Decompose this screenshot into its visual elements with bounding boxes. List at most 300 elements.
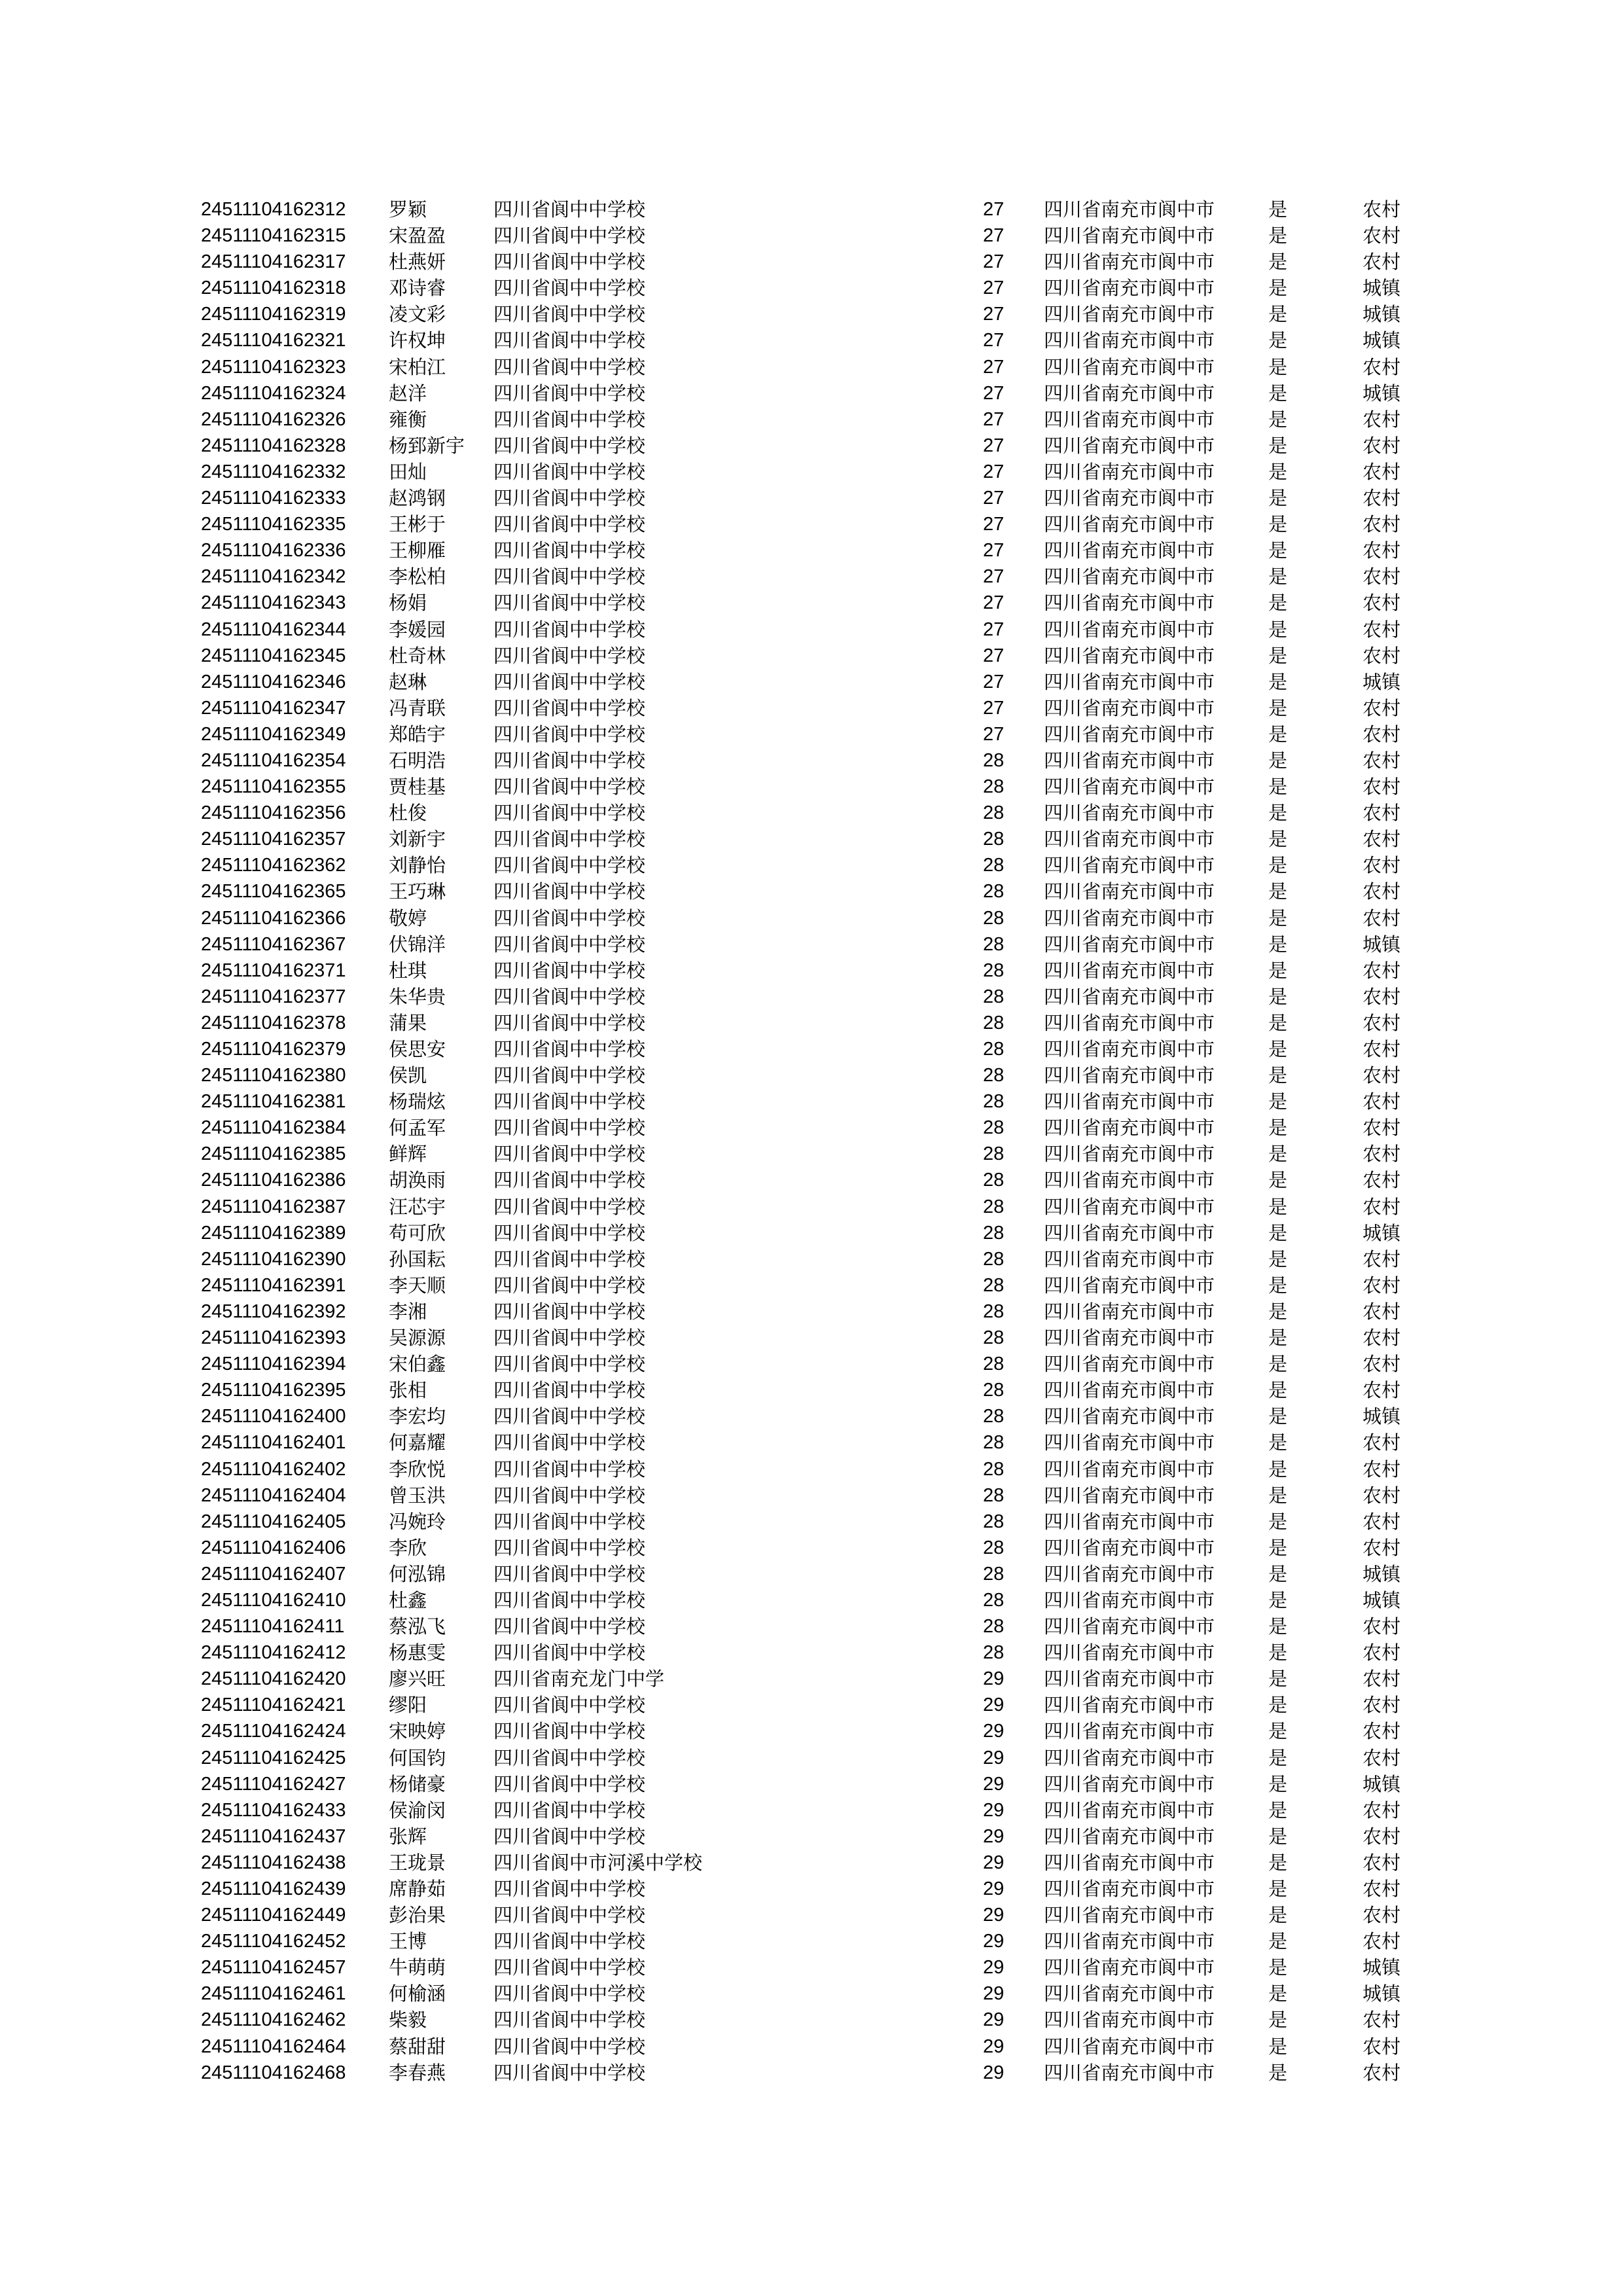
cell-school: 四川省阆中中学校 bbox=[493, 460, 646, 483]
cell-school: 四川省阆中中学校 bbox=[493, 618, 646, 641]
cell-exam-id: 24511104162357 bbox=[201, 829, 346, 850]
cell-area-type: 农村 bbox=[1363, 1353, 1401, 1376]
cell-score: 28 bbox=[983, 1091, 1005, 1113]
table-row bbox=[0, 1299, 1623, 1325]
cell-exam-id: 24511104162405 bbox=[201, 1511, 346, 1532]
cell-school: 四川省阆中中学校 bbox=[493, 802, 646, 825]
cell-area-type: 农村 bbox=[1363, 644, 1401, 667]
cell-exam-id: 24511104162354 bbox=[201, 749, 346, 771]
cell-region: 四川省南充市阆中市 bbox=[1044, 802, 1215, 825]
cell-flag: 是 bbox=[1268, 1851, 1288, 1874]
cell-score: 27 bbox=[983, 619, 1005, 640]
cell-flag: 是 bbox=[1268, 1090, 1288, 1113]
cell-area-type: 农村 bbox=[1363, 1195, 1401, 1218]
table-row bbox=[0, 1246, 1623, 1272]
cell-area-type: 农村 bbox=[1363, 1641, 1401, 1664]
cell-flag: 是 bbox=[1268, 303, 1288, 326]
cell-flag: 是 bbox=[1268, 1904, 1288, 1927]
cell-student-name: 冯婉玲 bbox=[389, 1510, 446, 1533]
cell-exam-id: 24511104162407 bbox=[201, 1563, 346, 1585]
cell-flag: 是 bbox=[1268, 1615, 1288, 1638]
cell-flag: 是 bbox=[1268, 749, 1288, 772]
cell-score: 28 bbox=[983, 1143, 1005, 1165]
cell-area-type: 农村 bbox=[1363, 723, 1401, 745]
cell-exam-id: 24511104162439 bbox=[201, 1878, 346, 1899]
table-row bbox=[0, 459, 1623, 485]
cell-flag: 是 bbox=[1268, 1536, 1288, 1559]
cell-flag: 是 bbox=[1268, 828, 1288, 851]
cell-exam-id: 24511104162437 bbox=[201, 1825, 346, 1847]
cell-area-type: 农村 bbox=[1363, 434, 1401, 457]
cell-exam-id: 24511104162391 bbox=[201, 1274, 346, 1296]
cell-exam-id: 24511104162335 bbox=[201, 514, 346, 535]
cell-school: 四川省阆中中学校 bbox=[493, 251, 646, 274]
cell-exam-id: 24511104162380 bbox=[201, 1065, 346, 1086]
cell-exam-id: 24511104162344 bbox=[201, 619, 346, 640]
cell-student-name: 冯青联 bbox=[389, 696, 446, 719]
cell-region: 四川省南充市阆中市 bbox=[1044, 1274, 1215, 1297]
cell-exam-id: 24511104162392 bbox=[201, 1300, 346, 1322]
cell-exam-id: 24511104162421 bbox=[201, 1695, 346, 1716]
cell-score: 28 bbox=[983, 933, 1005, 955]
cell-area-type: 农村 bbox=[1363, 1904, 1401, 1927]
cell-exam-id: 24511104162319 bbox=[201, 304, 346, 325]
cell-score: 27 bbox=[983, 697, 1005, 719]
cell-flag: 是 bbox=[1268, 2009, 1288, 2032]
cell-school: 四川省阆中中学校 bbox=[493, 408, 646, 431]
cell-school: 四川省阆中中学校 bbox=[493, 670, 646, 693]
cell-score: 29 bbox=[983, 1957, 1005, 1979]
cell-area-type: 农村 bbox=[1363, 696, 1401, 719]
cell-score: 27 bbox=[983, 278, 1005, 299]
cell-school: 四川省阆中中学校 bbox=[493, 1090, 646, 1113]
cell-student-name: 敬婷 bbox=[389, 906, 427, 929]
cell-score: 27 bbox=[983, 514, 1005, 535]
cell-flag: 是 bbox=[1268, 1327, 1288, 1350]
cell-exam-id: 24511104162468 bbox=[201, 2062, 346, 2083]
cell-area-type: 农村 bbox=[1363, 460, 1401, 483]
cell-student-name: 张辉 bbox=[389, 1825, 427, 1848]
cell-exam-id: 24511104162355 bbox=[201, 776, 346, 798]
cell-region: 四川省南充市阆中市 bbox=[1044, 2009, 1215, 2032]
cell-score: 28 bbox=[983, 1222, 1005, 1244]
cell-score: 27 bbox=[983, 356, 1005, 378]
cell-region: 四川省南充市阆中市 bbox=[1044, 1799, 1215, 1821]
cell-score: 29 bbox=[983, 1852, 1005, 1873]
cell-exam-id: 24511104162394 bbox=[201, 1354, 346, 1375]
table-row bbox=[0, 695, 1623, 721]
cell-flag: 是 bbox=[1268, 1353, 1288, 1376]
cell-exam-id: 24511104162333 bbox=[201, 488, 346, 509]
cell-exam-id: 24511104162457 bbox=[201, 1957, 346, 1979]
cell-student-name: 杨郅新宇 bbox=[389, 434, 465, 457]
cell-region: 四川省南充市阆中市 bbox=[1044, 513, 1215, 536]
cell-area-type: 农村 bbox=[1363, 1011, 1401, 1034]
cell-school: 四川省阆中中学校 bbox=[493, 1956, 646, 1979]
cell-exam-id: 24511104162342 bbox=[201, 566, 346, 588]
cell-score: 28 bbox=[983, 1354, 1005, 1375]
cell-area-type: 农村 bbox=[1363, 251, 1401, 274]
cell-area-type: 农村 bbox=[1363, 618, 1401, 641]
cell-student-name: 何嘉耀 bbox=[389, 1431, 446, 1454]
cell-exam-id: 24511104162366 bbox=[201, 907, 346, 929]
cell-student-name: 何泓锦 bbox=[389, 1562, 446, 1585]
cell-flag: 是 bbox=[1268, 723, 1288, 745]
cell-region: 四川省南充市阆中市 bbox=[1044, 303, 1215, 326]
cell-region: 四川省南充市阆中市 bbox=[1044, 1562, 1215, 1585]
cell-area-type: 农村 bbox=[1363, 1484, 1401, 1507]
cell-area-type: 城镇 bbox=[1363, 670, 1401, 693]
cell-student-name: 孙国耘 bbox=[389, 1247, 446, 1270]
cell-student-name: 宋柏江 bbox=[389, 355, 446, 378]
table-row bbox=[0, 1167, 1623, 1193]
cell-school: 四川省南充龙门中学 bbox=[493, 1668, 665, 1691]
table-row bbox=[0, 1797, 1623, 1823]
cell-exam-id: 24511104162347 bbox=[201, 697, 346, 719]
cell-flag: 是 bbox=[1268, 776, 1288, 798]
cell-exam-id: 24511104162379 bbox=[201, 1039, 346, 1060]
cell-region: 四川省南充市阆中市 bbox=[1044, 1431, 1215, 1454]
cell-area-type: 农村 bbox=[1363, 2061, 1401, 2084]
cell-score: 29 bbox=[983, 1799, 1005, 1821]
cell-flag: 是 bbox=[1268, 2061, 1288, 2084]
cell-region: 四川省南充市阆中市 bbox=[1044, 408, 1215, 431]
cell-region: 四川省南充市阆中市 bbox=[1044, 592, 1215, 615]
cell-region: 四川省南充市阆中市 bbox=[1044, 644, 1215, 667]
table-row bbox=[0, 1220, 1623, 1246]
cell-school: 四川省阆中中学校 bbox=[493, 1117, 646, 1139]
table-row bbox=[0, 1115, 1623, 1141]
cell-score: 27 bbox=[983, 566, 1005, 588]
table-row bbox=[0, 2007, 1623, 2033]
cell-area-type: 农村 bbox=[1363, 1458, 1401, 1480]
table-row bbox=[0, 1718, 1623, 1744]
cell-student-name: 刘新宇 bbox=[389, 828, 446, 851]
cell-student-name: 赵洋 bbox=[389, 382, 427, 404]
cell-student-name: 李天顺 bbox=[389, 1274, 446, 1297]
cell-flag: 是 bbox=[1268, 539, 1288, 562]
cell-school: 四川省阆中中学校 bbox=[493, 1720, 646, 1743]
cell-student-name: 李欣悦 bbox=[389, 1458, 446, 1480]
cell-exam-id: 24511104162377 bbox=[201, 986, 346, 1007]
table-row bbox=[0, 1429, 1623, 1456]
cell-area-type: 农村 bbox=[1363, 2009, 1401, 2032]
cell-region: 四川省南充市阆中市 bbox=[1044, 1878, 1215, 1900]
cell-region: 四川省南充市阆中市 bbox=[1044, 1615, 1215, 1638]
table-row bbox=[0, 1745, 1623, 1771]
cell-flag: 是 bbox=[1268, 1510, 1288, 1533]
cell-area-type: 农村 bbox=[1363, 1274, 1401, 1297]
cell-area-type: 农村 bbox=[1363, 1720, 1401, 1743]
cell-score: 27 bbox=[983, 540, 1005, 562]
cell-area-type: 农村 bbox=[1363, 565, 1401, 588]
cell-area-type: 农村 bbox=[1363, 1064, 1401, 1087]
cell-flag: 是 bbox=[1268, 592, 1288, 615]
cell-score: 27 bbox=[983, 645, 1005, 666]
cell-school: 四川省阆中中学校 bbox=[493, 513, 646, 536]
cell-score: 27 bbox=[983, 461, 1005, 482]
cell-school: 四川省阆中中学校 bbox=[493, 985, 646, 1008]
cell-school: 四川省阆中中学校 bbox=[493, 880, 646, 903]
cell-student-name: 李湘 bbox=[389, 1300, 427, 1323]
cell-student-name: 王博 bbox=[389, 1930, 427, 1953]
cell-student-name: 吴源源 bbox=[389, 1327, 446, 1350]
cell-region: 四川省南充市阆中市 bbox=[1044, 1536, 1215, 1559]
cell-area-type: 城镇 bbox=[1363, 1772, 1401, 1795]
cell-score: 29 bbox=[983, 1721, 1005, 1742]
cell-exam-id: 24511104162401 bbox=[201, 1432, 346, 1454]
cell-region: 四川省南充市阆中市 bbox=[1044, 539, 1215, 562]
cell-area-type: 农村 bbox=[1363, 539, 1401, 562]
cell-student-name: 蔡甜甜 bbox=[389, 2035, 446, 2058]
cell-exam-id: 24511104162462 bbox=[201, 2009, 346, 2031]
table-row bbox=[0, 354, 1623, 380]
cell-area-type: 农村 bbox=[1363, 1851, 1401, 1874]
cell-school: 四川省阆中中学校 bbox=[493, 434, 646, 457]
cell-score: 28 bbox=[983, 1012, 1005, 1033]
cell-score: 28 bbox=[983, 1511, 1005, 1532]
cell-region: 四川省南充市阆中市 bbox=[1044, 906, 1215, 929]
cell-score: 29 bbox=[983, 2009, 1005, 2031]
table-row bbox=[0, 1613, 1623, 1640]
cell-school: 四川省阆中中学校 bbox=[493, 1405, 646, 1428]
cell-region: 四川省南充市阆中市 bbox=[1044, 1327, 1215, 1350]
table-row bbox=[0, 196, 1623, 223]
cell-school: 四川省阆中中学校 bbox=[493, 1746, 646, 1769]
table-row bbox=[0, 669, 1623, 695]
table-row bbox=[0, 774, 1623, 800]
cell-student-name: 宋盈盈 bbox=[389, 224, 446, 247]
cell-school: 四川省阆中中学校 bbox=[493, 329, 646, 352]
cell-flag: 是 bbox=[1268, 1668, 1288, 1691]
table-row bbox=[0, 1272, 1623, 1299]
cell-flag: 是 bbox=[1268, 1484, 1288, 1507]
cell-school: 四川省阆中中学校 bbox=[493, 696, 646, 719]
cell-student-name: 杜奇林 bbox=[389, 644, 446, 667]
cell-region: 四川省南充市阆中市 bbox=[1044, 1353, 1215, 1376]
cell-school: 四川省阆中中学校 bbox=[493, 382, 646, 404]
cell-flag: 是 bbox=[1268, 277, 1288, 300]
cell-area-type: 农村 bbox=[1363, 1247, 1401, 1270]
cell-score: 27 bbox=[983, 304, 1005, 325]
cell-area-type: 农村 bbox=[1363, 749, 1401, 772]
cell-exam-id: 24511104162427 bbox=[201, 1773, 346, 1795]
cell-region: 四川省南充市阆中市 bbox=[1044, 959, 1215, 982]
cell-school: 四川省阆中中学校 bbox=[493, 2061, 646, 2084]
cell-area-type: 农村 bbox=[1363, 1825, 1401, 1848]
cell-student-name: 杜燕妍 bbox=[389, 251, 446, 274]
cell-score: 28 bbox=[983, 855, 1005, 876]
table-row bbox=[0, 1902, 1623, 1928]
cell-region: 四川省南充市阆中市 bbox=[1044, 1694, 1215, 1717]
table-row bbox=[0, 1561, 1623, 1587]
cell-region: 四川省南充市阆中市 bbox=[1044, 1143, 1215, 1166]
cell-exam-id: 24511104162317 bbox=[201, 251, 346, 273]
cell-region: 四川省南充市阆中市 bbox=[1044, 1484, 1215, 1507]
cell-score: 27 bbox=[983, 251, 1005, 273]
cell-region: 四川省南充市阆中市 bbox=[1044, 1221, 1215, 1244]
cell-school: 四川省阆中中学校 bbox=[493, 1694, 646, 1717]
table-row bbox=[0, 1456, 1623, 1482]
cell-score: 28 bbox=[983, 1065, 1005, 1086]
table-row bbox=[0, 1351, 1623, 1377]
cell-school: 四川省阆中中学校 bbox=[493, 906, 646, 929]
cell-exam-id: 24511104162384 bbox=[201, 1117, 346, 1139]
cell-score: 29 bbox=[983, 2062, 1005, 2083]
cell-exam-id: 24511104162412 bbox=[201, 1642, 346, 1664]
cell-score: 28 bbox=[983, 881, 1005, 903]
cell-school: 四川省阆中中学校 bbox=[493, 539, 646, 562]
cell-score: 28 bbox=[983, 1563, 1005, 1585]
table-row bbox=[0, 1876, 1623, 1902]
cell-region: 四川省南充市阆中市 bbox=[1044, 251, 1215, 274]
cell-region: 四川省南充市阆中市 bbox=[1044, 565, 1215, 588]
cell-flag: 是 bbox=[1268, 1825, 1288, 1848]
cell-region: 四川省南充市阆中市 bbox=[1044, 1011, 1215, 1034]
cell-region: 四川省南充市阆中市 bbox=[1044, 1668, 1215, 1691]
cell-region: 四川省南充市阆中市 bbox=[1044, 670, 1215, 693]
table-row bbox=[0, 485, 1623, 511]
cell-flag: 是 bbox=[1268, 854, 1288, 877]
cell-region: 四川省南充市阆中市 bbox=[1044, 696, 1215, 719]
table-row bbox=[0, 406, 1623, 433]
cell-area-type: 城镇 bbox=[1363, 1562, 1401, 1585]
cell-score: 28 bbox=[983, 1484, 1005, 1506]
cell-score: 28 bbox=[983, 907, 1005, 929]
cell-flag: 是 bbox=[1268, 487, 1288, 510]
cell-score: 27 bbox=[983, 225, 1005, 247]
cell-area-type: 农村 bbox=[1363, 592, 1401, 615]
table-row bbox=[0, 826, 1623, 852]
cell-region: 四川省南充市阆中市 bbox=[1044, 1641, 1215, 1664]
cell-flag: 是 bbox=[1268, 1458, 1288, 1480]
table-row bbox=[0, 1482, 1623, 1509]
cell-flag: 是 bbox=[1268, 1300, 1288, 1323]
cell-student-name: 王巧琳 bbox=[389, 880, 446, 903]
cell-school: 四川省阆中中学校 bbox=[493, 277, 646, 300]
cell-flag: 是 bbox=[1268, 959, 1288, 982]
cell-exam-id: 24511104162461 bbox=[201, 1983, 346, 2005]
cell-area-type: 农村 bbox=[1363, 802, 1401, 825]
cell-student-name: 杨惠雯 bbox=[389, 1641, 446, 1664]
cell-exam-id: 24511104162315 bbox=[201, 225, 346, 247]
cell-region: 四川省南充市阆中市 bbox=[1044, 1588, 1215, 1611]
cell-flag: 是 bbox=[1268, 1720, 1288, 1743]
cell-area-type: 农村 bbox=[1363, 2035, 1401, 2058]
table-row bbox=[0, 380, 1623, 406]
cell-school: 四川省阆中中学校 bbox=[493, 1247, 646, 1270]
cell-score: 28 bbox=[983, 986, 1005, 1007]
cell-school: 四川省阆中中学校 bbox=[493, 1641, 646, 1664]
cell-student-name: 李欣 bbox=[389, 1536, 427, 1559]
cell-region: 四川省南充市阆中市 bbox=[1044, 1772, 1215, 1795]
cell-exam-id: 24511104162367 bbox=[201, 933, 346, 955]
cell-school: 四川省阆中中学校 bbox=[493, 1353, 646, 1376]
cell-exam-id: 24511104162381 bbox=[201, 1091, 346, 1113]
cell-score: 28 bbox=[983, 1380, 1005, 1401]
table-row bbox=[0, 537, 1623, 564]
cell-score: 28 bbox=[983, 960, 1005, 981]
cell-score: 29 bbox=[983, 1931, 1005, 1952]
cell-exam-id: 24511104162424 bbox=[201, 1721, 346, 1742]
cell-area-type: 农村 bbox=[1363, 776, 1401, 798]
table-row bbox=[0, 878, 1623, 905]
cell-area-type: 农村 bbox=[1363, 1117, 1401, 1139]
cell-school: 四川省阆中中学校 bbox=[493, 1878, 646, 1900]
cell-area-type: 农村 bbox=[1363, 906, 1401, 929]
table-row bbox=[0, 1954, 1623, 1981]
cell-flag: 是 bbox=[1268, 1641, 1288, 1664]
table-row bbox=[0, 1010, 1623, 1036]
cell-school: 四川省阆中中学校 bbox=[493, 1799, 646, 1821]
cell-score: 28 bbox=[983, 1642, 1005, 1664]
table-row bbox=[0, 1036, 1623, 1062]
table-row bbox=[0, 511, 1623, 537]
cell-flag: 是 bbox=[1268, 906, 1288, 929]
cell-area-type: 农村 bbox=[1363, 1799, 1401, 1821]
table-row bbox=[0, 643, 1623, 669]
table-row bbox=[0, 1823, 1623, 1850]
cell-school: 四川省阆中中学校 bbox=[493, 1484, 646, 1507]
cell-student-name: 柴毅 bbox=[389, 2009, 427, 2032]
cell-score: 28 bbox=[983, 776, 1005, 798]
cell-student-name: 赵琳 bbox=[389, 670, 427, 693]
cell-flag: 是 bbox=[1268, 1379, 1288, 1402]
cell-flag: 是 bbox=[1268, 933, 1288, 956]
cell-school: 四川省阆中中学校 bbox=[493, 1327, 646, 1350]
cell-region: 四川省南充市阆中市 bbox=[1044, 1956, 1215, 1979]
table-row bbox=[0, 249, 1623, 275]
cell-flag: 是 bbox=[1268, 1878, 1288, 1900]
cell-region: 四川省南充市阆中市 bbox=[1044, 618, 1215, 641]
cell-exam-id: 24511104162321 bbox=[201, 330, 346, 351]
cell-exam-id: 24511104162356 bbox=[201, 802, 346, 824]
cell-area-type: 农村 bbox=[1363, 1169, 1401, 1192]
cell-score: 28 bbox=[983, 749, 1005, 771]
cell-region: 四川省南充市阆中市 bbox=[1044, 1720, 1215, 1743]
cell-area-type: 农村 bbox=[1363, 1930, 1401, 1953]
table-row bbox=[0, 1088, 1623, 1115]
cell-flag: 是 bbox=[1268, 880, 1288, 903]
cell-area-type: 城镇 bbox=[1363, 933, 1401, 956]
cell-flag: 是 bbox=[1268, 1169, 1288, 1192]
cell-region: 四川省南充市阆中市 bbox=[1044, 1904, 1215, 1927]
cell-score: 29 bbox=[983, 2036, 1005, 2057]
table-row bbox=[0, 747, 1623, 774]
cell-flag: 是 bbox=[1268, 434, 1288, 457]
cell-student-name: 邓诗睿 bbox=[389, 277, 446, 300]
cell-school: 四川省阆中中学校 bbox=[493, 1930, 646, 1953]
cell-region: 四川省南充市阆中市 bbox=[1044, 1038, 1215, 1060]
cell-score: 28 bbox=[983, 1327, 1005, 1349]
table-row bbox=[0, 852, 1623, 878]
cell-student-name: 杨储豪 bbox=[389, 1772, 446, 1795]
cell-region: 四川省南充市阆中市 bbox=[1044, 198, 1215, 221]
cell-area-type: 城镇 bbox=[1363, 277, 1401, 300]
cell-region: 四川省南充市阆中市 bbox=[1044, 329, 1215, 352]
cell-student-name: 伏锦洋 bbox=[389, 933, 446, 956]
table-row bbox=[0, 958, 1623, 984]
cell-student-name: 王珑景 bbox=[389, 1851, 446, 1874]
cell-score: 29 bbox=[983, 1878, 1005, 1899]
cell-area-type: 农村 bbox=[1363, 1668, 1401, 1691]
cell-score: 28 bbox=[983, 1406, 1005, 1427]
cell-school: 四川省阆中中学校 bbox=[493, 2035, 646, 2058]
cell-region: 四川省南充市阆中市 bbox=[1044, 1851, 1215, 1874]
cell-student-name: 何榆涵 bbox=[389, 1982, 446, 2005]
cell-region: 四川省南充市阆中市 bbox=[1044, 1090, 1215, 1113]
cell-school: 四川省阆中中学校 bbox=[493, 959, 646, 982]
